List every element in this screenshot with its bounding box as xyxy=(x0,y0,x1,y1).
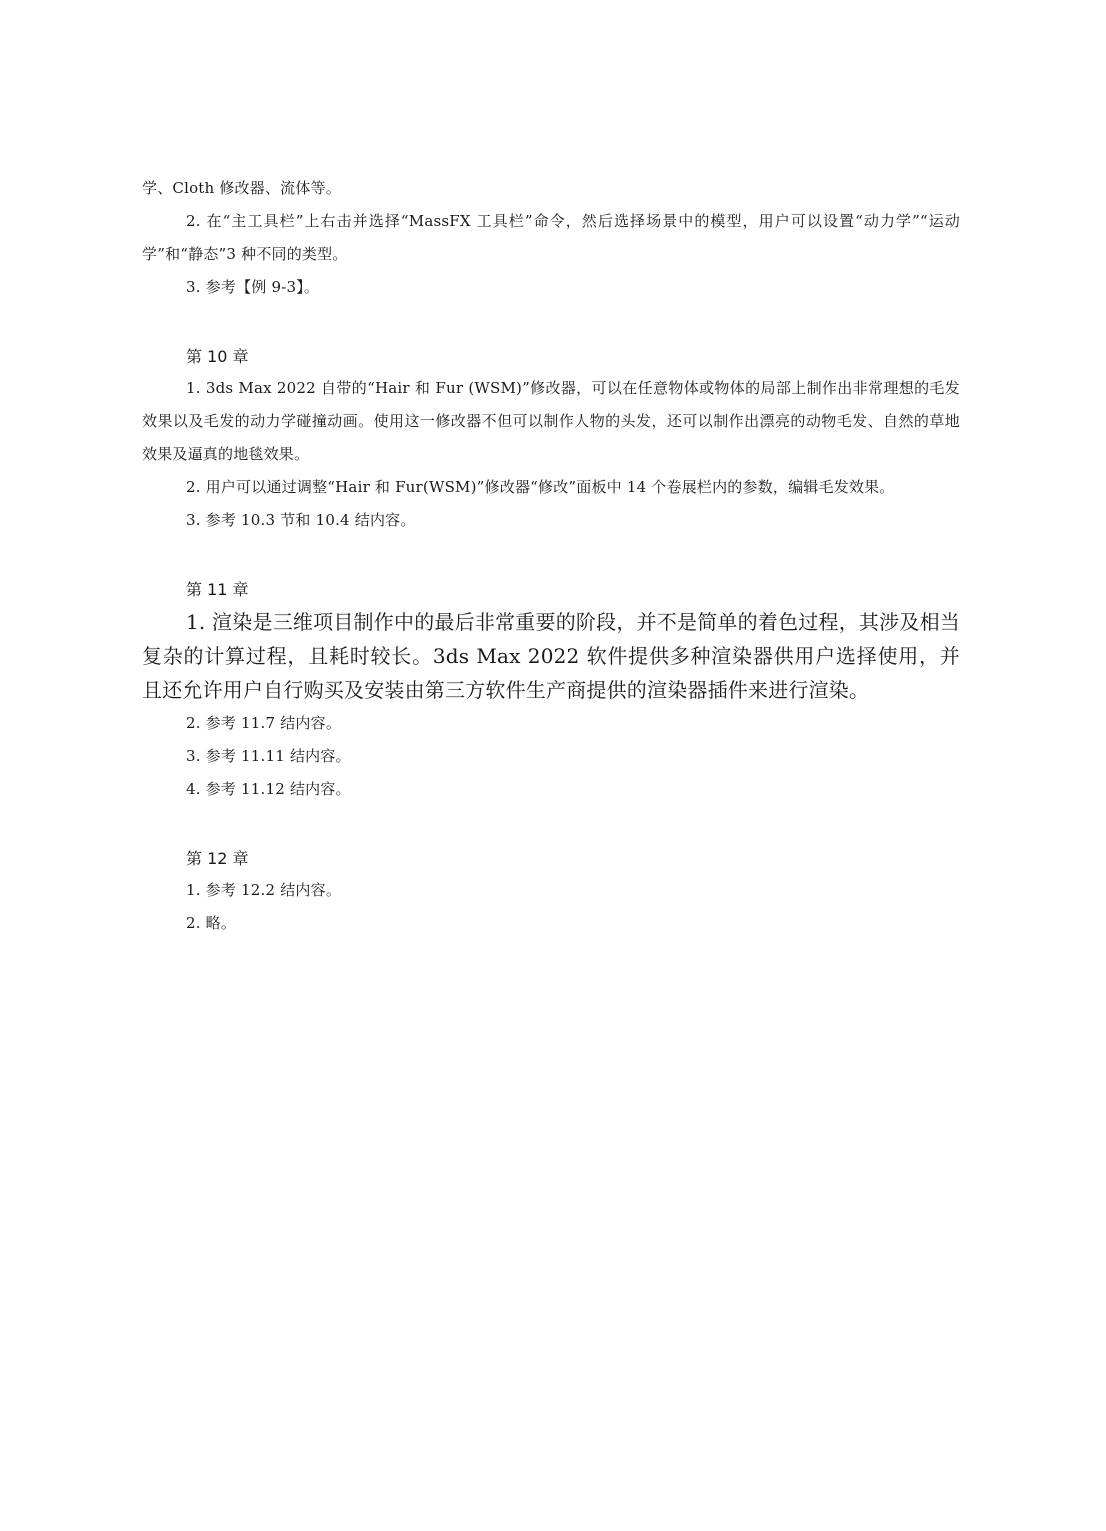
chapter-heading: 第 10 章 xyxy=(186,347,249,366)
paragraph: 2. 略。 xyxy=(186,914,237,932)
paragraph: 1. 3ds Max 2022 自带的“Hair 和 Fur (WSM)”修改器，可以在任意物体或物体的局部上制作出非常理想的毛发效果以及毛发的动力学碰撞动画。使用这一修改器不但可以制作人物的头发，还可以制作出漂亮的动物毛发、自然的草地效果及逼真的地毯效果。 xyxy=(142,379,960,463)
paragraph: 3. 参考 10.3 节和 10.4 结内容。 xyxy=(186,511,416,529)
prev-chapter-section xyxy=(142,172,960,304)
section-gap xyxy=(142,304,960,342)
section-gap xyxy=(142,537,960,575)
chapter-heading: 第 12 章 xyxy=(186,849,249,868)
paragraph: 1. 渲染是三维项目制作中的最后非常重要的阶段，并不是简单的着色过程，其涉及相当复杂的计算过程，且耗时较长。3ds Max 2022 软件提供多种渲染器供用户选择使用，并且还允许用户自行购买及安装由第三方软件生产商提供的渲染器插件来进行渲染。 xyxy=(142,610,960,702)
paragraph: 学、Cloth 修改器、流体等。 xyxy=(142,179,341,197)
chapter-11-section xyxy=(142,575,960,806)
page-content xyxy=(142,172,960,940)
paragraph: 2. 在“主工具栏”上右击并选择“MassFX 工具栏”命令，然后选择场景中的模型，用户可以设置“动力学”“运动学”和“静态”3 种不同的类型。 xyxy=(142,212,960,263)
paragraph: 3. 参考 11.11 结内容。 xyxy=(186,747,351,765)
chapter-12-section xyxy=(142,844,960,940)
section-gap xyxy=(142,806,960,844)
paragraph: 2. 用户可以通过调整“Hair 和 Fur(WSM)”修改器“修改”面板中 14 个卷展栏内的参数，编辑毛发效果。 xyxy=(186,478,895,496)
paragraph: 2. 参考 11.7 结内容。 xyxy=(186,714,342,732)
chapter-heading: 第 11 章 xyxy=(186,580,249,599)
chapter-10-section xyxy=(142,342,960,537)
paragraph: 4. 参考 11.12 结内容。 xyxy=(186,780,351,798)
paragraph: 1. 参考 12.2 结内容。 xyxy=(186,881,342,899)
paragraph: 3. 参考【例 9-3】。 xyxy=(186,278,320,296)
